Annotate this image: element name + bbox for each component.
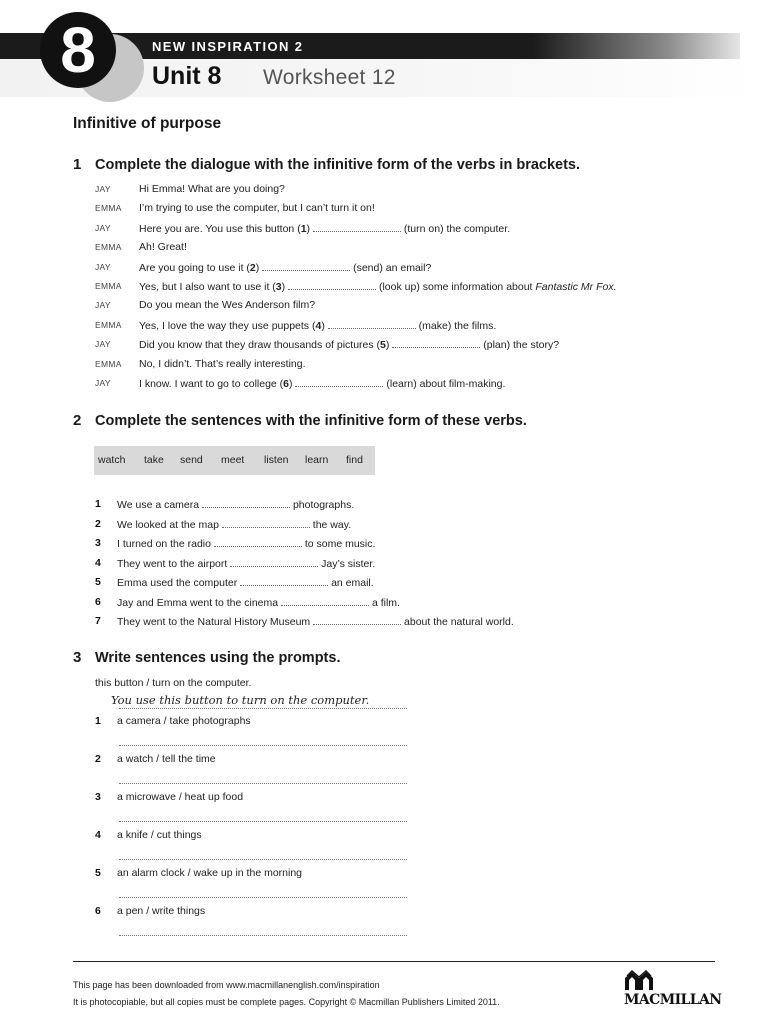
sentence-number: 7 (95, 615, 101, 627)
film-title: Fantastic Mr Fox. (535, 281, 617, 293)
dialogue-speaker: JAY (95, 378, 111, 388)
dialogue-line (139, 202, 375, 214)
answer-blank (214, 537, 302, 547)
answer-line (119, 934, 407, 936)
dialogue-text: Hi Emma! What are you doing? (139, 183, 285, 195)
dialogue-text-after: (send) an email? (353, 261, 432, 274)
dialogue-text: Are you going to use it ( (139, 261, 250, 274)
verb-option: meet (221, 454, 245, 466)
dialogue-speaker: EMMA (95, 242, 122, 253)
gap-number: 3 (275, 281, 282, 293)
sentence-text: I turned on the radio (117, 538, 211, 550)
sentence-line (117, 596, 400, 609)
prompt-number: 1 (95, 715, 101, 727)
sentence-text-after: an email. (331, 577, 374, 589)
example-answer: You use this button to turn on the computer. (111, 693, 370, 707)
verb-option: watch (98, 454, 126, 466)
sentence-number: 5 (95, 576, 101, 588)
dialogue-line: I know. I want to go to college (6) (learn) about film-making. (139, 378, 506, 390)
dialogue-speaker: EMMA (95, 203, 122, 214)
macmillan-logo-icon (625, 970, 653, 990)
exercise-1-number: 1 (73, 156, 82, 173)
answer-blank (262, 261, 350, 271)
prompt-number: 6 (95, 905, 101, 917)
dialogue-text: Here you are. You use this button ( (139, 222, 301, 235)
gap-number: 6 (283, 378, 290, 390)
gap-number: 5 (380, 339, 386, 352)
prompt-number: 2 (95, 753, 101, 765)
prompt-text: a watch / tell the time (117, 753, 216, 765)
sentence-line (117, 557, 375, 570)
dialogue-line (139, 241, 187, 253)
sentence-text: Jay and Emma went to the cinema (117, 596, 279, 609)
dialogue-speaker: JAY (95, 184, 111, 194)
dialogue-text-after: (turn on) the computer. (403, 222, 511, 235)
gap-number: 4 (315, 319, 322, 332)
prompt-text: a camera / take photographs (117, 715, 251, 727)
sentence-text-after: about the natural world. (404, 616, 514, 628)
example-answer-line (119, 707, 407, 709)
sentence-text-after: a film. (371, 596, 400, 609)
answer-blank (281, 596, 369, 606)
dialogue-line (139, 299, 315, 311)
gap-number: 2 (249, 261, 256, 274)
answer-blank (313, 222, 401, 232)
sentence-line (117, 498, 354, 511)
verb-option: send (180, 454, 203, 466)
dialogue-text: Do you mean the Wes Anderson film? (139, 299, 316, 312)
sentence-text-after: the way. (312, 518, 352, 531)
verb-option: listen (264, 454, 289, 466)
dialogue-speaker: JAY (95, 339, 111, 350)
answer-blank (392, 338, 480, 348)
word-box (94, 446, 375, 475)
sentence-number: 6 (95, 595, 101, 608)
sentence-text-after: Jay’s sister. (321, 557, 376, 570)
dialogue-text: Ah! Great! (139, 241, 187, 254)
dialogue-speaker: EMMA (95, 358, 122, 369)
prompt-text: an alarm clock / wake up in the morning (117, 867, 303, 879)
prompt-number: 3 (95, 791, 101, 803)
exercise-1-title: Complete the dialogue with the infinitive form of the verbs in brackets. (95, 157, 581, 173)
answer-line (119, 896, 407, 898)
dialogue-text: I know. I want to go to college ( (139, 378, 284, 390)
dialogue-line: Did you know that they draw thousands of pictures (5) (plan) the story? (139, 339, 560, 352)
exercise-3-title: Write sentences using the prompts. (95, 650, 341, 666)
prompt-text: a knife / cut things (117, 829, 202, 841)
sentence-number: 3 (95, 537, 101, 549)
answer-blank (328, 319, 416, 329)
dialogue-line: Yes, but I also want to use it (3) (look up) some information about Fantastic Mr Fox. (139, 281, 617, 293)
prompt-number: 5 (95, 867, 101, 879)
exercise-2-title: Complete the sentences with the infinitive form of these verbs. (95, 413, 527, 429)
answer-blank (313, 615, 401, 625)
dialogue-speaker: EMMA (95, 319, 122, 330)
dialogue-text-after: (look up) some information about (378, 281, 536, 293)
dialogue-speaker: JAY (95, 261, 111, 272)
sentence-line (117, 537, 375, 550)
footer-download-note: This page has been downloaded from www.macmillanenglish.com/inspiration (73, 980, 380, 990)
footer-copyright: It is photocopiable, but all copies must be complete pages. Copyright © Macmillan Publishers Limited 2011. (73, 997, 500, 1007)
sentence-text-after: photographs. (292, 499, 355, 511)
sentence-line (117, 576, 374, 589)
answer-line (119, 744, 407, 746)
answer-line (119, 820, 407, 822)
footer-rule (73, 961, 715, 962)
sentence-text: We looked at the map (117, 518, 219, 531)
dialogue-speaker: JAY (95, 222, 111, 233)
sentence-line (117, 615, 514, 628)
section-heading: Infinitive of purpose (73, 115, 222, 132)
dialogue-text: No, I didn’t. That’s really interesting. (139, 357, 306, 370)
dialogue-line: Here you are. You use this button (1) (turn on) the computer. (139, 222, 511, 235)
unit-number-badge: 8 (40, 12, 116, 88)
answer-blank (295, 377, 383, 387)
series-title: NEW INSPIRATION 2 (152, 39, 304, 54)
sentence-text: We use a camera (117, 499, 200, 511)
sentence-text: They went to the Natural History Museum (117, 616, 311, 628)
dialogue-text-after: (plan) the story? (483, 339, 560, 352)
answer-blank (230, 557, 318, 567)
answer-blank (222, 518, 310, 528)
macmillan-logo-text: MACMILLAN (624, 992, 722, 1008)
prompt-text: a pen / write things (117, 905, 206, 917)
sentence-number: 2 (95, 517, 101, 530)
dialogue-speaker: JAY (95, 300, 111, 311)
dialogue-line (139, 358, 306, 370)
dialogue-text: Yes, I love the way they use puppets ( (139, 319, 316, 332)
dialogue-text: I’m trying to use the computer, but I can’t turn it on! (139, 202, 375, 215)
sentence-line (117, 518, 351, 531)
dialogue-text-after: (make) the films. (418, 319, 497, 332)
answer-line (119, 782, 407, 784)
prompt-number: 4 (95, 829, 101, 841)
gap-number: 1 (300, 222, 307, 235)
sentence-number: 1 (95, 498, 101, 510)
sentence-number: 4 (95, 556, 101, 569)
verb-option: learn (305, 454, 329, 466)
dialogue-text: Did you know that they draw thousands of pictures ( (139, 339, 381, 352)
verb-option: find (346, 454, 363, 466)
dialogue-line: Yes, I love the way they use puppets (4) (make) the films. (139, 319, 497, 332)
answer-blank (288, 280, 376, 290)
prompt-text: a microwave / heat up food (117, 791, 244, 803)
dialogue-text-after: (learn) about film-making. (386, 378, 506, 390)
answer-blank (240, 576, 328, 586)
dialogue-speaker: EMMA (95, 281, 122, 291)
answer-line (119, 858, 407, 860)
sentence-text: Emma used the computer (117, 577, 238, 589)
dialogue-line: Are you going to use it (2) (send) an email? (139, 261, 432, 274)
verb-option: take (144, 454, 164, 466)
sentence-text: They went to the airport (117, 557, 228, 570)
dialogue-line (139, 183, 285, 195)
exercise-3-number: 3 (73, 649, 82, 666)
dialogue-text: Yes, but I also want to use it ( (139, 281, 276, 293)
answer-blank (202, 498, 290, 508)
exercise-2-number: 2 (73, 412, 82, 429)
sentence-text-after: to some music. (304, 538, 376, 550)
unit-label: Unit 8 (152, 62, 222, 90)
worksheet-label: Worksheet 12 (263, 66, 396, 89)
example-prompt: this button / turn on the computer. (95, 677, 252, 689)
